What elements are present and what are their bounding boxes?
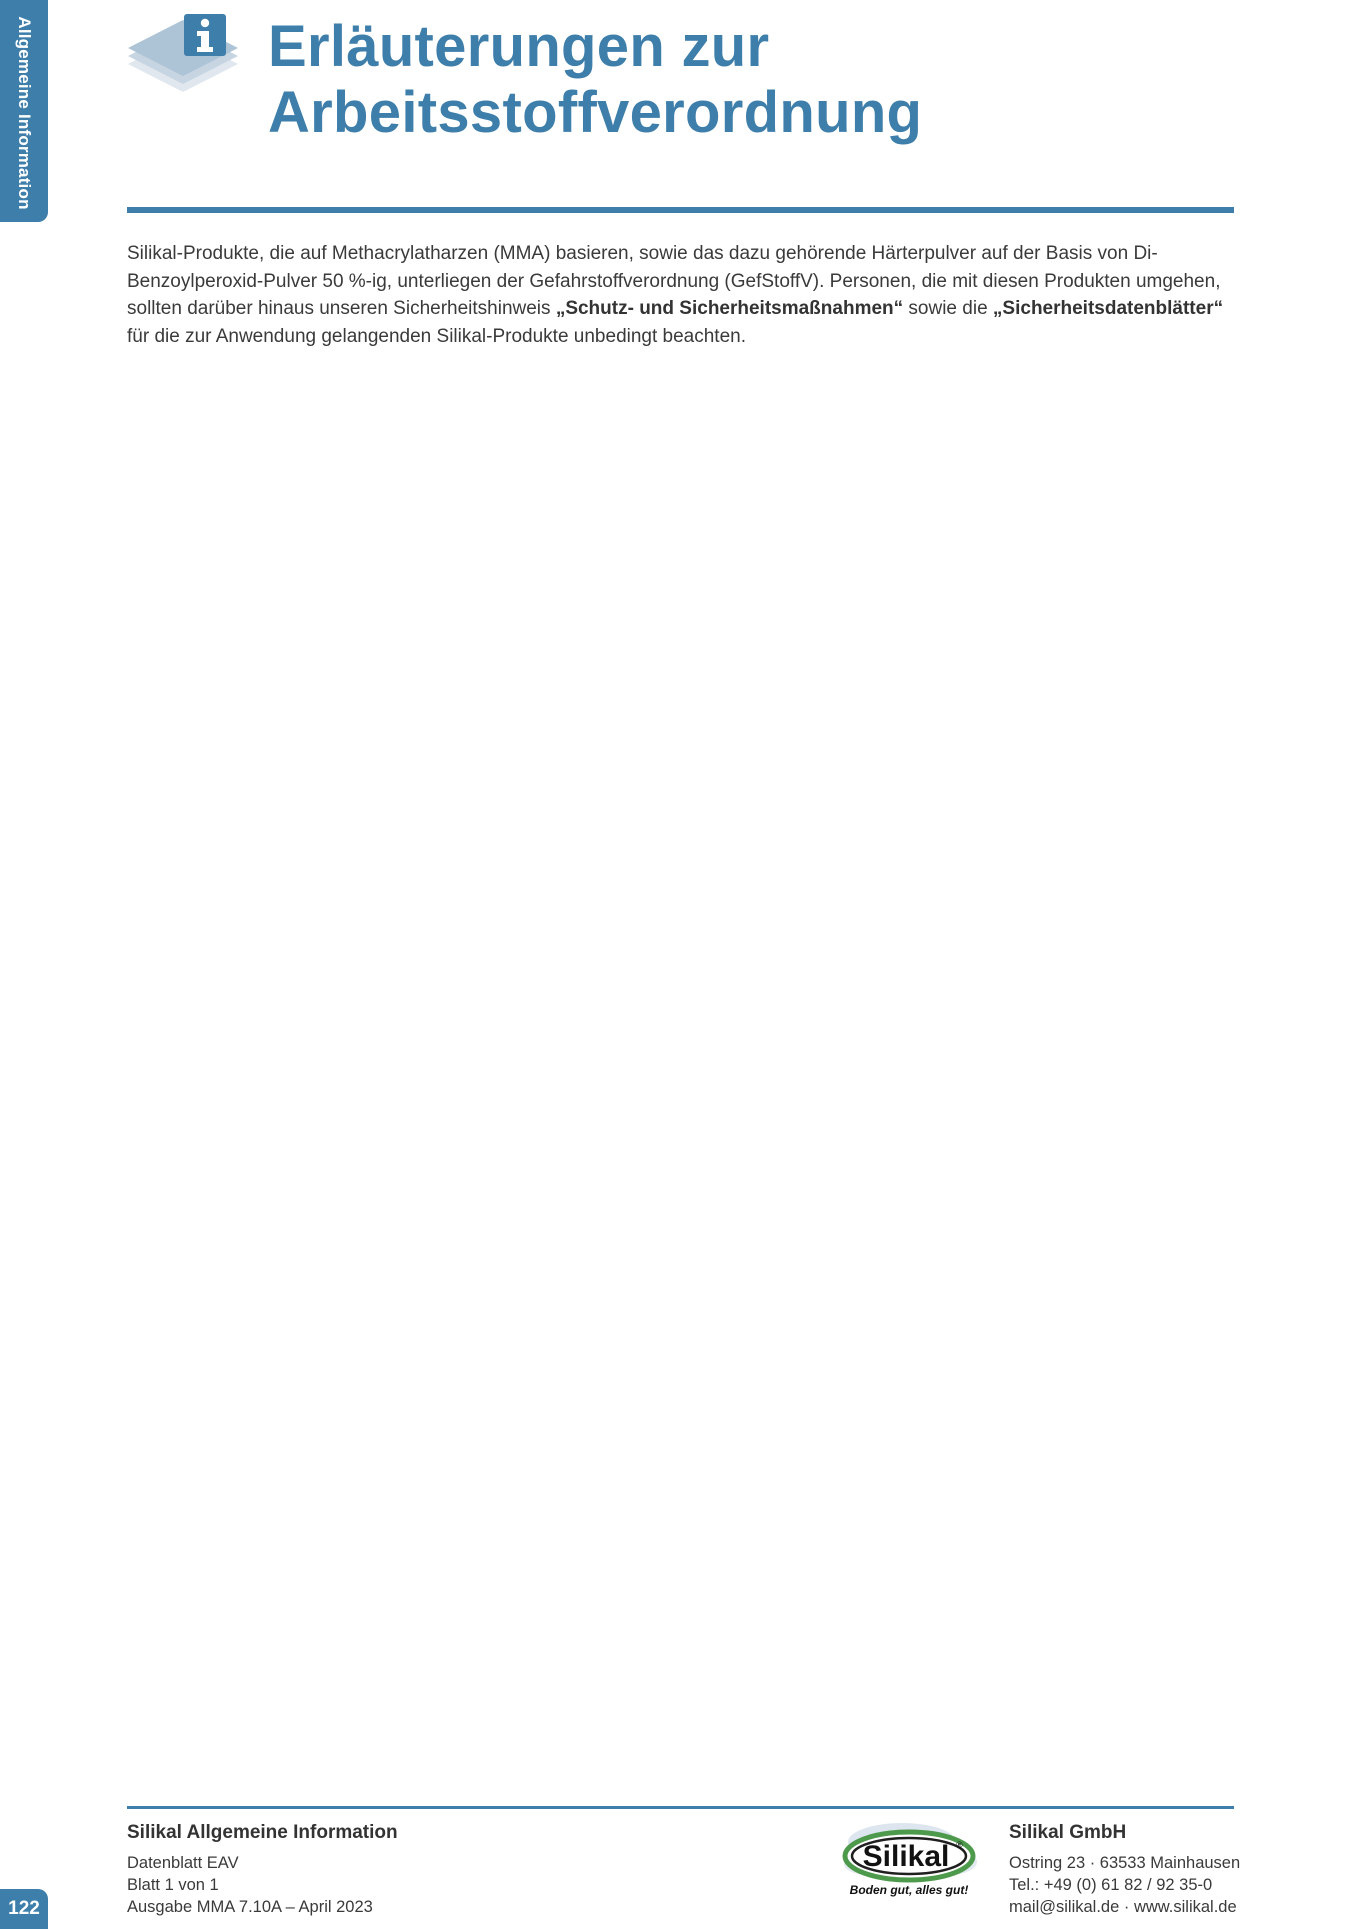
- section-label: Allgemeine Information: [15, 16, 34, 210]
- page-title-line1: Erläuterungen zur: [268, 14, 770, 79]
- logo-registered-mark: ®: [956, 1840, 963, 1850]
- footer-sheet-line: Blatt 1 von 1: [127, 1876, 219, 1894]
- footer-company-info: [1009, 1822, 1240, 1918]
- header-divider: [127, 207, 1234, 213]
- footer-divider: [127, 1806, 1234, 1809]
- intro-text-1: Silikal-Produkte, die auf Methacrylatharzen (MMA) basieren, sowie das dazu gehörende Härterpulver auf der Basis von Di-Benzoylperoxid-Pulver 50 %-ig, unterliegen der Gefahrstoffverordnung (GefStoffV). Personen, die mit diesen Produkten umgehen, sollten darüber hinaus unseren Sicherheitshinweis: [127, 243, 1221, 319]
- footer-company-name: Silikal GmbH: [1009, 1822, 1127, 1843]
- section-side-tab: [0, 0, 48, 222]
- footer-datasheet-line: Datenblatt EAV: [127, 1854, 239, 1872]
- footer-document-title: Silikal Allgemeine Information: [127, 1822, 398, 1843]
- logo-brand: Silikal: [862, 1840, 950, 1873]
- intro-bold-safety-measures: „Schutz- und Sicherheitsmaßnahmen“: [555, 298, 904, 319]
- silikal-logo: [838, 1818, 980, 1900]
- page-number: 122: [0, 1889, 48, 1929]
- footer-phone: Tel.: +49 (0) 61 82 / 92 35-0: [1009, 1876, 1213, 1894]
- footer-contact: mail@silikal.de · www.silikal.de: [1009, 1898, 1237, 1916]
- footer-edition-line: Ausgabe MMA 7.10A – April 2023: [127, 1898, 373, 1916]
- intro-text-3: für die zur Anwendung gelangenden Silikal-Produkte unbedingt beachten.: [127, 325, 747, 347]
- intro-bold-safety-datasheets: „Sicherheitsdatenblätter“: [992, 298, 1224, 319]
- page-title: [268, 14, 922, 146]
- intro-paragraph: [127, 240, 1242, 350]
- intro-text-2: sowie die: [903, 298, 993, 319]
- info-icon: [126, 12, 240, 102]
- logo-slogan: Boden gut, alles gut!: [849, 1883, 969, 1897]
- footer-address: Ostring 23 · 63533 Mainhausen: [1009, 1854, 1241, 1872]
- footer-document-info: [127, 1822, 398, 1918]
- page-title-line2: Arbeitsstoffverordnung: [268, 80, 923, 145]
